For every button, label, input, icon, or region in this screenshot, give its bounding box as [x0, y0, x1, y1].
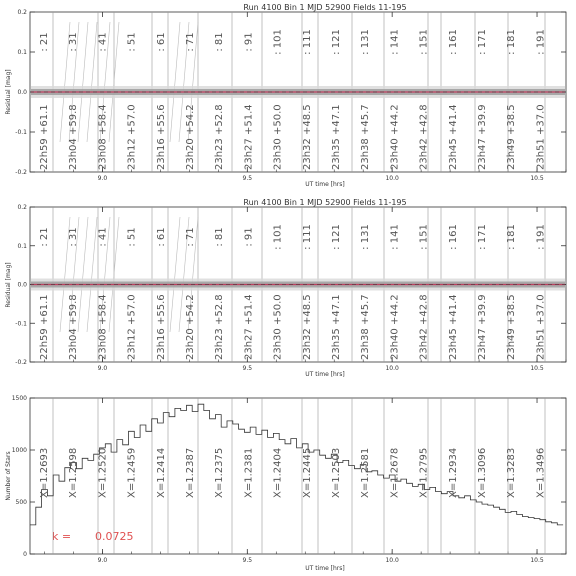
field-number-label: : 81 [214, 32, 226, 52]
airmass-label: X=1.2445 [301, 447, 313, 498]
coordinate-label: 23h08 +58.4 [97, 104, 109, 170]
hatch-line [78, 22, 88, 142]
x-tick-label: 9.5 [242, 175, 253, 182]
x-tick-label: 10.0 [385, 557, 399, 564]
y-axis-label: Residual [mag] [5, 262, 12, 308]
field-number-label: : 101 [272, 29, 284, 55]
coordinate-label: 23h16 +55.6 [155, 104, 167, 170]
extinction-k-value: 0.0725 [95, 530, 134, 543]
coordinate-label: 23h49 +38.5 [506, 104, 518, 170]
coordinate-label: 23h40 +44.2 [389, 294, 401, 360]
hatch-line [78, 217, 88, 332]
coordinate-label: 23h51 +37.0 [535, 104, 547, 170]
coordinate-label: 23h23 +52.8 [214, 104, 226, 170]
coordinate-label: 22h59 +61.1 [39, 294, 50, 360]
extinction-k-label: k = [52, 530, 72, 543]
coordinate-label: 23h30 +50.0 [272, 294, 284, 360]
field-number-label: : 91 [243, 32, 255, 52]
airmass-label: X=1.2693 [39, 447, 50, 498]
y-tick-label: -0.2 [15, 359, 27, 366]
airmass-label: X=1.2598 [68, 447, 80, 498]
x-tick-label: 9.0 [97, 175, 108, 182]
field-number-label: : 161 [447, 29, 459, 55]
airmass-label: X=1.2678 [389, 447, 401, 498]
coordinate-label: 23h35 +47.1 [331, 104, 342, 170]
field-number-label: : 31 [68, 32, 80, 52]
coordinate-label: 22h59 +61.1 [39, 104, 50, 170]
coordinate-label: 23h23 +52.8 [214, 294, 226, 360]
y-tick-label: 1000 [11, 447, 27, 454]
residual-panel-middle [5, 198, 566, 378]
panel-marks [15, 204, 566, 372]
field-number-label: : 191 [535, 29, 547, 55]
field-number-label: : 141 [389, 224, 401, 250]
field-number-label: : 181 [506, 224, 518, 250]
x-tick-label: 10.0 [385, 175, 399, 182]
x-axis-label: UT time [hrs] [305, 181, 345, 188]
field-number-label: : 121 [331, 29, 342, 55]
y-axis-label: Number of Stars [5, 451, 12, 501]
hatch-line [87, 217, 97, 332]
coordinate-label: 23h08 +58.4 [97, 294, 109, 360]
x-tick-label: 10.5 [530, 557, 544, 564]
y-tick-label: -0.1 [15, 320, 27, 328]
airmass-label: X=1.2387 [185, 447, 196, 498]
panel-title: Run 4100 Bin 1 MJD 52900 Fields 11-195 [243, 3, 407, 12]
y-tick-label: 500 [15, 499, 27, 506]
airmass-label: X=1.2581 [360, 447, 372, 498]
y-tick-label: 0.0 [17, 281, 27, 289]
hatch-line [170, 22, 180, 142]
x-tick-label: 9.5 [242, 557, 253, 564]
residual-panel-top [5, 3, 566, 188]
field-number-label: : 21 [39, 227, 50, 247]
field-number-label: : 151 [418, 29, 430, 55]
airmass-label: X=1.2375 [214, 447, 226, 498]
field-number-label: : 161 [447, 224, 459, 250]
airmass-label: X=1.2404 [272, 447, 284, 498]
y-tick-label: 0.1 [17, 49, 27, 56]
field-number-label: : 141 [389, 29, 401, 55]
field-number-label: : 101 [272, 224, 284, 250]
panel-title: Run 4100 Bin 1 MJD 52900 Fields 11-195 [243, 198, 407, 207]
x-axis-label: UT time [hrs] [305, 371, 345, 378]
field-number-label: : 171 [477, 224, 488, 250]
coordinate-label: 23h32 +48.5 [301, 104, 313, 170]
airmass-label: X=1.3496 [535, 447, 547, 498]
y-axis-label: Residual [mag] [5, 69, 12, 115]
x-tick-label: 9.0 [97, 557, 108, 564]
hatch-line [170, 217, 180, 332]
hatch-line [87, 22, 97, 142]
coordinate-label: 23h45 +41.4 [447, 294, 459, 360]
field-number-label: : 191 [535, 224, 547, 250]
coordinate-label: 23h40 +44.2 [389, 104, 401, 170]
coordinate-label: 23h04 +59.8 [68, 294, 80, 360]
coordinate-label: 23h35 +47.1 [331, 294, 342, 360]
coordinate-label: 23h51 +37.0 [535, 294, 547, 360]
coordinate-label: 23h27 +51.4 [243, 294, 255, 360]
airmass-label: X=1.2503 [331, 447, 342, 498]
field-number-label: : 21 [39, 32, 50, 52]
airmass-label: X=1.2520 [97, 447, 109, 498]
field-number-label: : 81 [214, 227, 226, 247]
field-number-label: : 91 [243, 227, 255, 247]
coordinate-label: 23h12 +57.0 [126, 104, 138, 170]
coordinate-label: 23h32 +48.5 [301, 294, 313, 360]
field-number-label: : 61 [155, 32, 167, 52]
field-number-label: : 181 [506, 29, 518, 55]
coordinate-label: 23h20 +54.2 [185, 104, 196, 170]
histogram-panel [5, 395, 566, 572]
field-number-label: : 31 [68, 227, 80, 247]
coordinate-label: 23h20 +54.2 [185, 294, 196, 360]
y-tick-label: 0.1 [17, 242, 27, 250]
coordinate-label: 23h30 +50.0 [272, 104, 284, 170]
field-number-label: : 41 [97, 32, 109, 52]
y-tick-label: 1500 [11, 395, 27, 402]
airmass-label: X=1.2459 [126, 447, 138, 498]
y-tick-label: 0.2 [17, 204, 27, 211]
airmass-label: X=1.3283 [506, 447, 518, 498]
field-number-label: : 51 [126, 32, 138, 52]
coordinate-label: 23h38 +45.7 [360, 104, 372, 170]
y-tick-label: 0.2 [17, 9, 27, 16]
y-tick-label: -0.1 [15, 129, 27, 136]
coordinate-label: 23h38 +45.7 [360, 294, 372, 360]
coordinate-label: 23h42 +42.8 [418, 294, 430, 360]
field-number-label: : 111 [301, 224, 313, 250]
field-number-label: : 131 [360, 29, 372, 55]
coordinate-label: 23h47 +39.9 [477, 104, 488, 170]
x-tick-label: 10.0 [385, 365, 399, 372]
y-tick-label: -0.2 [15, 169, 27, 176]
field-number-label: : 71 [185, 227, 196, 247]
x-tick-label: 10.5 [530, 365, 544, 372]
coordinate-label: 23h47 +39.9 [477, 294, 488, 360]
coordinate-label: 23h49 +38.5 [506, 294, 518, 360]
airmass-label: X=1.2381 [243, 447, 255, 498]
airmass-label: X=1.2414 [155, 447, 167, 498]
coordinate-label: 23h45 +41.4 [447, 104, 459, 170]
field-number-label: : 131 [360, 224, 372, 250]
field-number-label: : 41 [97, 227, 109, 247]
x-tick-label: 9.0 [97, 365, 108, 372]
field-number-label: : 71 [185, 32, 196, 52]
field-number-label: : 171 [477, 29, 488, 55]
field-number-label: : 151 [418, 224, 430, 250]
y-tick-label: 0.0 [17, 89, 27, 96]
coordinate-label: 23h04 +59.8 [68, 104, 80, 170]
y-tick-label: 0 [23, 551, 27, 558]
coordinate-label: 23h16 +55.6 [155, 294, 167, 360]
x-axis-label: UT time [hrs] [305, 565, 345, 572]
coordinate-label: 23h42 +42.8 [418, 104, 430, 170]
airmass-label: X=1.3096 [477, 447, 488, 498]
airmass-label: X=1.2934 [447, 447, 459, 498]
field-number-label: : 51 [126, 227, 138, 247]
x-tick-label: 9.5 [242, 365, 253, 372]
coordinate-label: 23h12 +57.0 [126, 294, 138, 360]
panel-marks [15, 9, 566, 182]
coordinate-label: 23h27 +51.4 [243, 104, 255, 170]
x-tick-label: 10.5 [530, 175, 544, 182]
field-number-label: : 121 [331, 224, 342, 250]
field-number-label: : 61 [155, 227, 167, 247]
airmass-label: X=1.2795 [418, 447, 430, 498]
field-number-label: : 111 [301, 29, 313, 55]
